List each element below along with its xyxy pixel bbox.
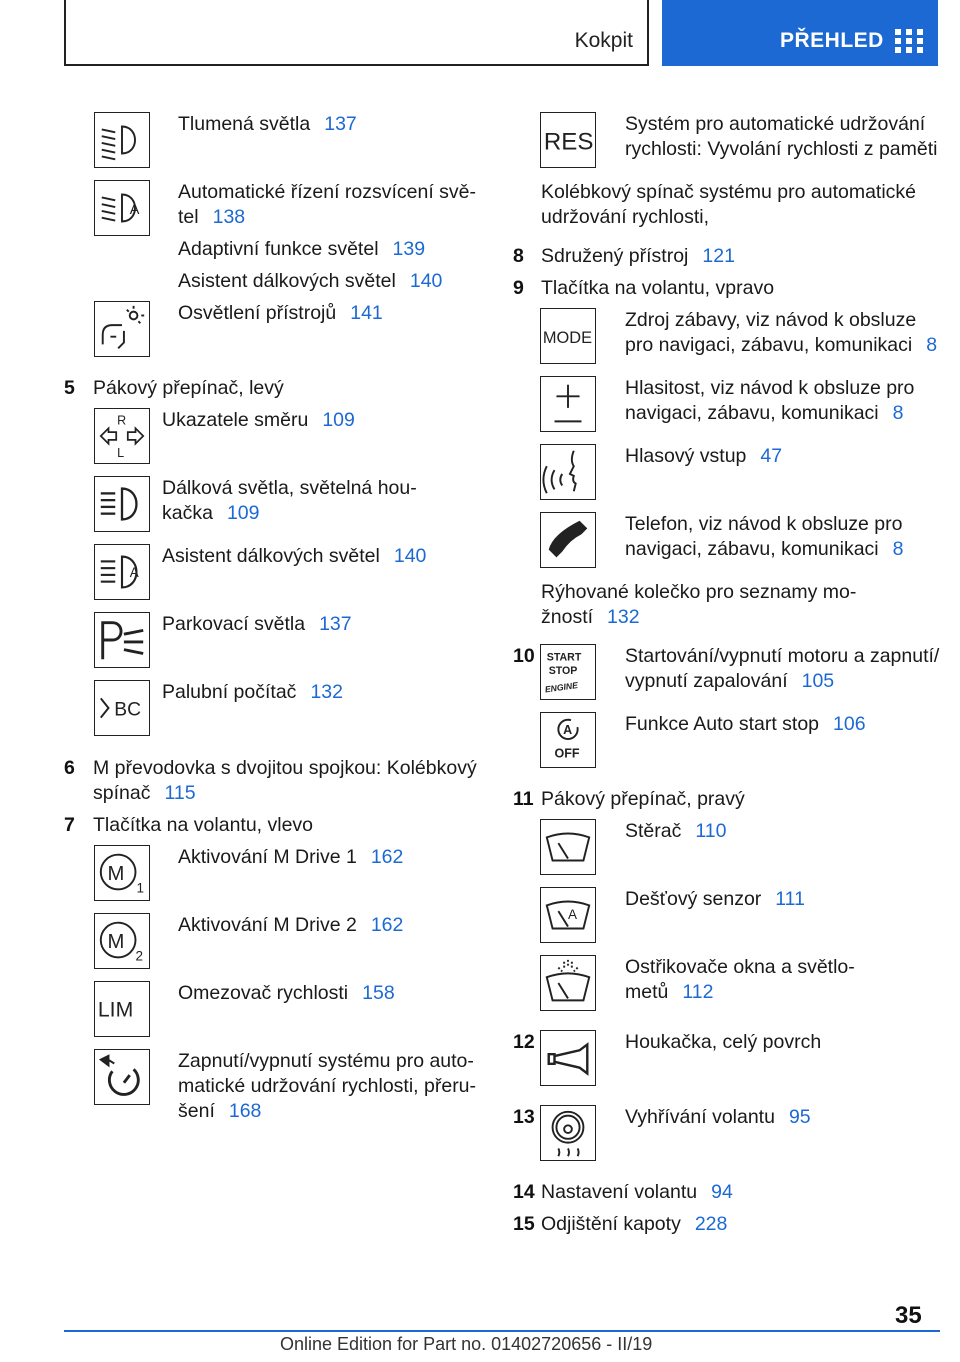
entry-auto-start-stop: Funkce Auto start stop 106	[625, 713, 866, 735]
entry-mode-line2: pro navigaci, zábavu, komunikaci 8	[625, 334, 938, 356]
instrument-lighting-icon	[94, 301, 150, 357]
page-ref-link[interactable]: 137	[319, 613, 352, 635]
entry-washer-line1: Ostřikovače okna a světlo-	[625, 956, 855, 978]
bc-label: BC	[114, 699, 142, 721]
low-beam-icon	[94, 112, 150, 168]
page-number: 35	[895, 1302, 922, 1329]
item-6-line2: spínač 115	[93, 782, 196, 804]
entry-board-computer: Palubní počítač 132	[162, 681, 343, 703]
res-label: RES	[543, 128, 594, 156]
m-drive-1-icon	[94, 845, 150, 901]
item-number-12: 12	[513, 1031, 535, 1053]
turn-r-label: R	[117, 413, 127, 428]
item-number-7: 7	[64, 814, 75, 836]
chapter-title: PŘEHLED	[780, 29, 884, 52]
rain-a-label: A	[568, 906, 578, 922]
entry-rocker-line2: udržování rychlosti,	[541, 206, 709, 228]
horn-icon	[540, 1030, 596, 1086]
entry-parking-lights: Parkovací světla 137	[162, 613, 352, 635]
page-ref-link[interactable]: 8	[926, 334, 938, 356]
turn-l-label: L	[117, 446, 125, 461]
section-title: Kokpit	[574, 29, 633, 52]
res-icon	[540, 112, 596, 168]
page-ref-link[interactable]: 112	[682, 981, 714, 1003]
item-9-title: Tlačítka na volantu, vpravo	[541, 277, 775, 299]
page-ref-link[interactable]: 158	[362, 982, 395, 1004]
page-ref-link[interactable]: 138	[212, 206, 246, 228]
entry-phone-line2: navigaci, zábavu, komunikaci 8	[625, 538, 904, 560]
page-ref-link[interactable]: 132	[607, 606, 640, 628]
footer-divider	[64, 1330, 940, 1332]
item-number-11: 11	[513, 788, 534, 810]
page-ref-link[interactable]: 141	[350, 302, 383, 324]
turn-signal-icon	[94, 408, 150, 464]
entry-high-beam-line2: kačka 109	[162, 502, 260, 524]
item-13-title: Vyhřívání volantu 95	[625, 1106, 811, 1128]
speed-limiter-icon	[94, 981, 150, 1037]
page-ref-link[interactable]: 111	[775, 888, 805, 910]
item-10-line1: Startování/vypnutí motoru a zapnutí/	[625, 645, 940, 667]
item-number-8: 8	[513, 245, 524, 267]
page-ref-link[interactable]: 140	[409, 270, 443, 292]
entry-voice-input: Hlasový vstup 47	[625, 445, 783, 467]
entry-volume-line2: navigaci, zábavu, komunikaci 8	[625, 402, 904, 424]
page-ref-link[interactable]: 110	[695, 820, 727, 842]
m1-sub: 1	[136, 880, 144, 896]
item-8-title: Sdružený přístroj 121	[541, 245, 735, 267]
header-section-box	[64, 0, 649, 66]
page-ref-link[interactable]: 105	[801, 670, 835, 692]
page-ref-link[interactable]: 94	[711, 1181, 733, 1203]
auto-a-icon-label: A	[563, 723, 573, 738]
entry-high-beam-line1: Dálková světla, světelná hou-	[162, 477, 417, 499]
m2-label: M	[107, 930, 125, 953]
entry-volume-line1: Hlasitost, viz návod k obsluze pro	[625, 377, 915, 399]
page-ref-link[interactable]: 132	[310, 681, 343, 703]
auto-headlight-icon	[94, 180, 150, 236]
auto-start-stop-icon	[540, 712, 596, 768]
page-ref-link[interactable]: 47	[760, 445, 783, 467]
page-ref-link[interactable]: 115	[164, 782, 196, 804]
page-ref-link[interactable]: 109	[322, 409, 355, 431]
m1-label: M	[107, 862, 125, 885]
entry-wheel-line1: Rýhované kolečko pro seznamy mo-	[541, 581, 857, 603]
page-ref-link[interactable]: 8	[892, 538, 904, 560]
item-6-line1: M převodovka s dvojitou spojkou: Kolébkový	[93, 757, 477, 779]
page-ref-link[interactable]: 162	[370, 914, 404, 936]
washer-icon	[540, 955, 596, 1011]
rain-sensor-icon	[540, 887, 596, 943]
parking-light-icon	[94, 612, 150, 668]
entry-instrument-lighting: Osvětlení přístrojů 141	[178, 302, 383, 324]
item-11-title: Pákový přepínač, pravý	[541, 788, 745, 810]
entry-auto-headlight-line2: tel 138	[178, 206, 246, 228]
mode-label: MODE	[542, 328, 593, 347]
auto-off-label: OFF	[554, 746, 580, 761]
item-number-9: 9	[513, 277, 524, 299]
item-number-13: 13	[513, 1106, 535, 1128]
page-ref-link[interactable]: 139	[392, 238, 426, 260]
item-15-title: Odjištění kapoty 228	[541, 1213, 728, 1235]
entry-speed-limiter: Omezovač rychlosti 158	[178, 982, 395, 1004]
entry-cruise-line1: Zapnutí/vypnutí systému pro auto-	[178, 1050, 474, 1072]
page-ref-link[interactable]: 162	[370, 846, 404, 868]
item-10-line2: vypnutí zapalování 105	[625, 670, 835, 692]
page-ref-link[interactable]: 168	[228, 1100, 262, 1122]
page-ref-link[interactable]: 137	[324, 113, 357, 135]
entry-turn-signals: Ukazatele směru 109	[162, 409, 355, 431]
grid-menu-icon	[895, 29, 923, 53]
start-label: START	[546, 651, 582, 664]
steering-heating-icon	[540, 1105, 596, 1161]
entry-high-beam-assist: Asistent dálkových světel 140	[178, 270, 443, 292]
board-computer-icon	[94, 680, 150, 736]
item-number-5: 5	[64, 377, 75, 399]
start-stop-icon	[540, 644, 596, 700]
item-number-6: 6	[64, 757, 75, 779]
phone-icon	[540, 512, 596, 568]
entry-cruise-line2: matické udržování rychlosti, přeru-	[178, 1075, 477, 1097]
entry-rain-sensor: Dešťový senzor 111	[625, 888, 805, 910]
wiper-icon	[540, 819, 596, 875]
stop-label: STOP	[548, 664, 578, 677]
page-ref-link[interactable]: 228	[694, 1213, 728, 1235]
item-number-14: 14	[513, 1181, 535, 1203]
entry-res-line2: rychlosti: Vyvolání rychlosti z paměti	[625, 138, 938, 160]
engine-label: ENGINE	[544, 680, 579, 695]
auto-a-label: A	[129, 201, 140, 218]
item-number-15: 15	[513, 1213, 535, 1235]
item-12-title: Houkačka, celý povrch	[625, 1031, 822, 1053]
page-ref-link[interactable]: 109	[226, 502, 260, 524]
entry-mode-line1: Zdroj zábavy, viz návod k obsluze	[625, 309, 917, 331]
entry-m-drive-1: Aktivování M Drive 1 162	[178, 846, 404, 868]
page-ref-link[interactable]: 8	[892, 402, 904, 424]
voice-input-icon	[540, 444, 596, 500]
header-chapter-tab[interactable]	[662, 0, 938, 66]
page-ref-link[interactable]: 106	[833, 713, 866, 735]
footer-edition: Online Edition for Part no. 01402720656 - II/19	[280, 1334, 653, 1354]
assist-a-label: A	[129, 564, 139, 580]
lim-label: LIM	[97, 998, 134, 1022]
entry-auto-headlight-line1: Automatické řízení rozsvícení svě-	[178, 181, 477, 203]
mode-icon	[540, 308, 596, 364]
entry-wheel-line2: žností 132	[541, 606, 640, 628]
entry-rocker-line1: Kolébkový spínač systému pro automatické	[541, 181, 917, 203]
entry-high-beam-assist-2: Asistent dálkových světel 140	[162, 545, 427, 567]
entry-m-drive-2: Aktivování M Drive 2 162	[178, 914, 404, 936]
page-ref-link[interactable]: 121	[702, 245, 735, 267]
entry-low-beam: Tlumená světla 137	[178, 113, 357, 135]
m-drive-2-icon	[94, 913, 150, 969]
page-ref-link[interactable]: 95	[788, 1106, 811, 1128]
item-5-title: Pákový přepínač, levý	[93, 377, 284, 399]
page-ref-link[interactable]: 140	[393, 545, 427, 567]
high-beam-assist-icon	[94, 544, 150, 600]
entry-res-line1: Systém pro automatické udržování	[625, 113, 926, 135]
cruise-control-icon	[94, 1049, 150, 1105]
entry-washer-line2: metů 112	[625, 981, 714, 1003]
entry-wiper: Stěrač 110	[625, 820, 727, 842]
entry-cruise-line3: šení 168	[178, 1100, 262, 1122]
m2-sub: 2	[135, 948, 144, 964]
item-number-10: 10	[513, 645, 535, 667]
entry-phone-line1: Telefon, viz návod k obsluze pro	[625, 513, 903, 535]
volume-icon	[540, 376, 596, 432]
entry-adaptive-lights: Adaptivní funkce světel 139	[178, 238, 426, 260]
item-7-title: Tlačítka na volantu, vlevo	[93, 814, 314, 836]
high-beam-icon	[94, 476, 150, 532]
item-14-title: Nastavení volantu 94	[541, 1181, 733, 1203]
